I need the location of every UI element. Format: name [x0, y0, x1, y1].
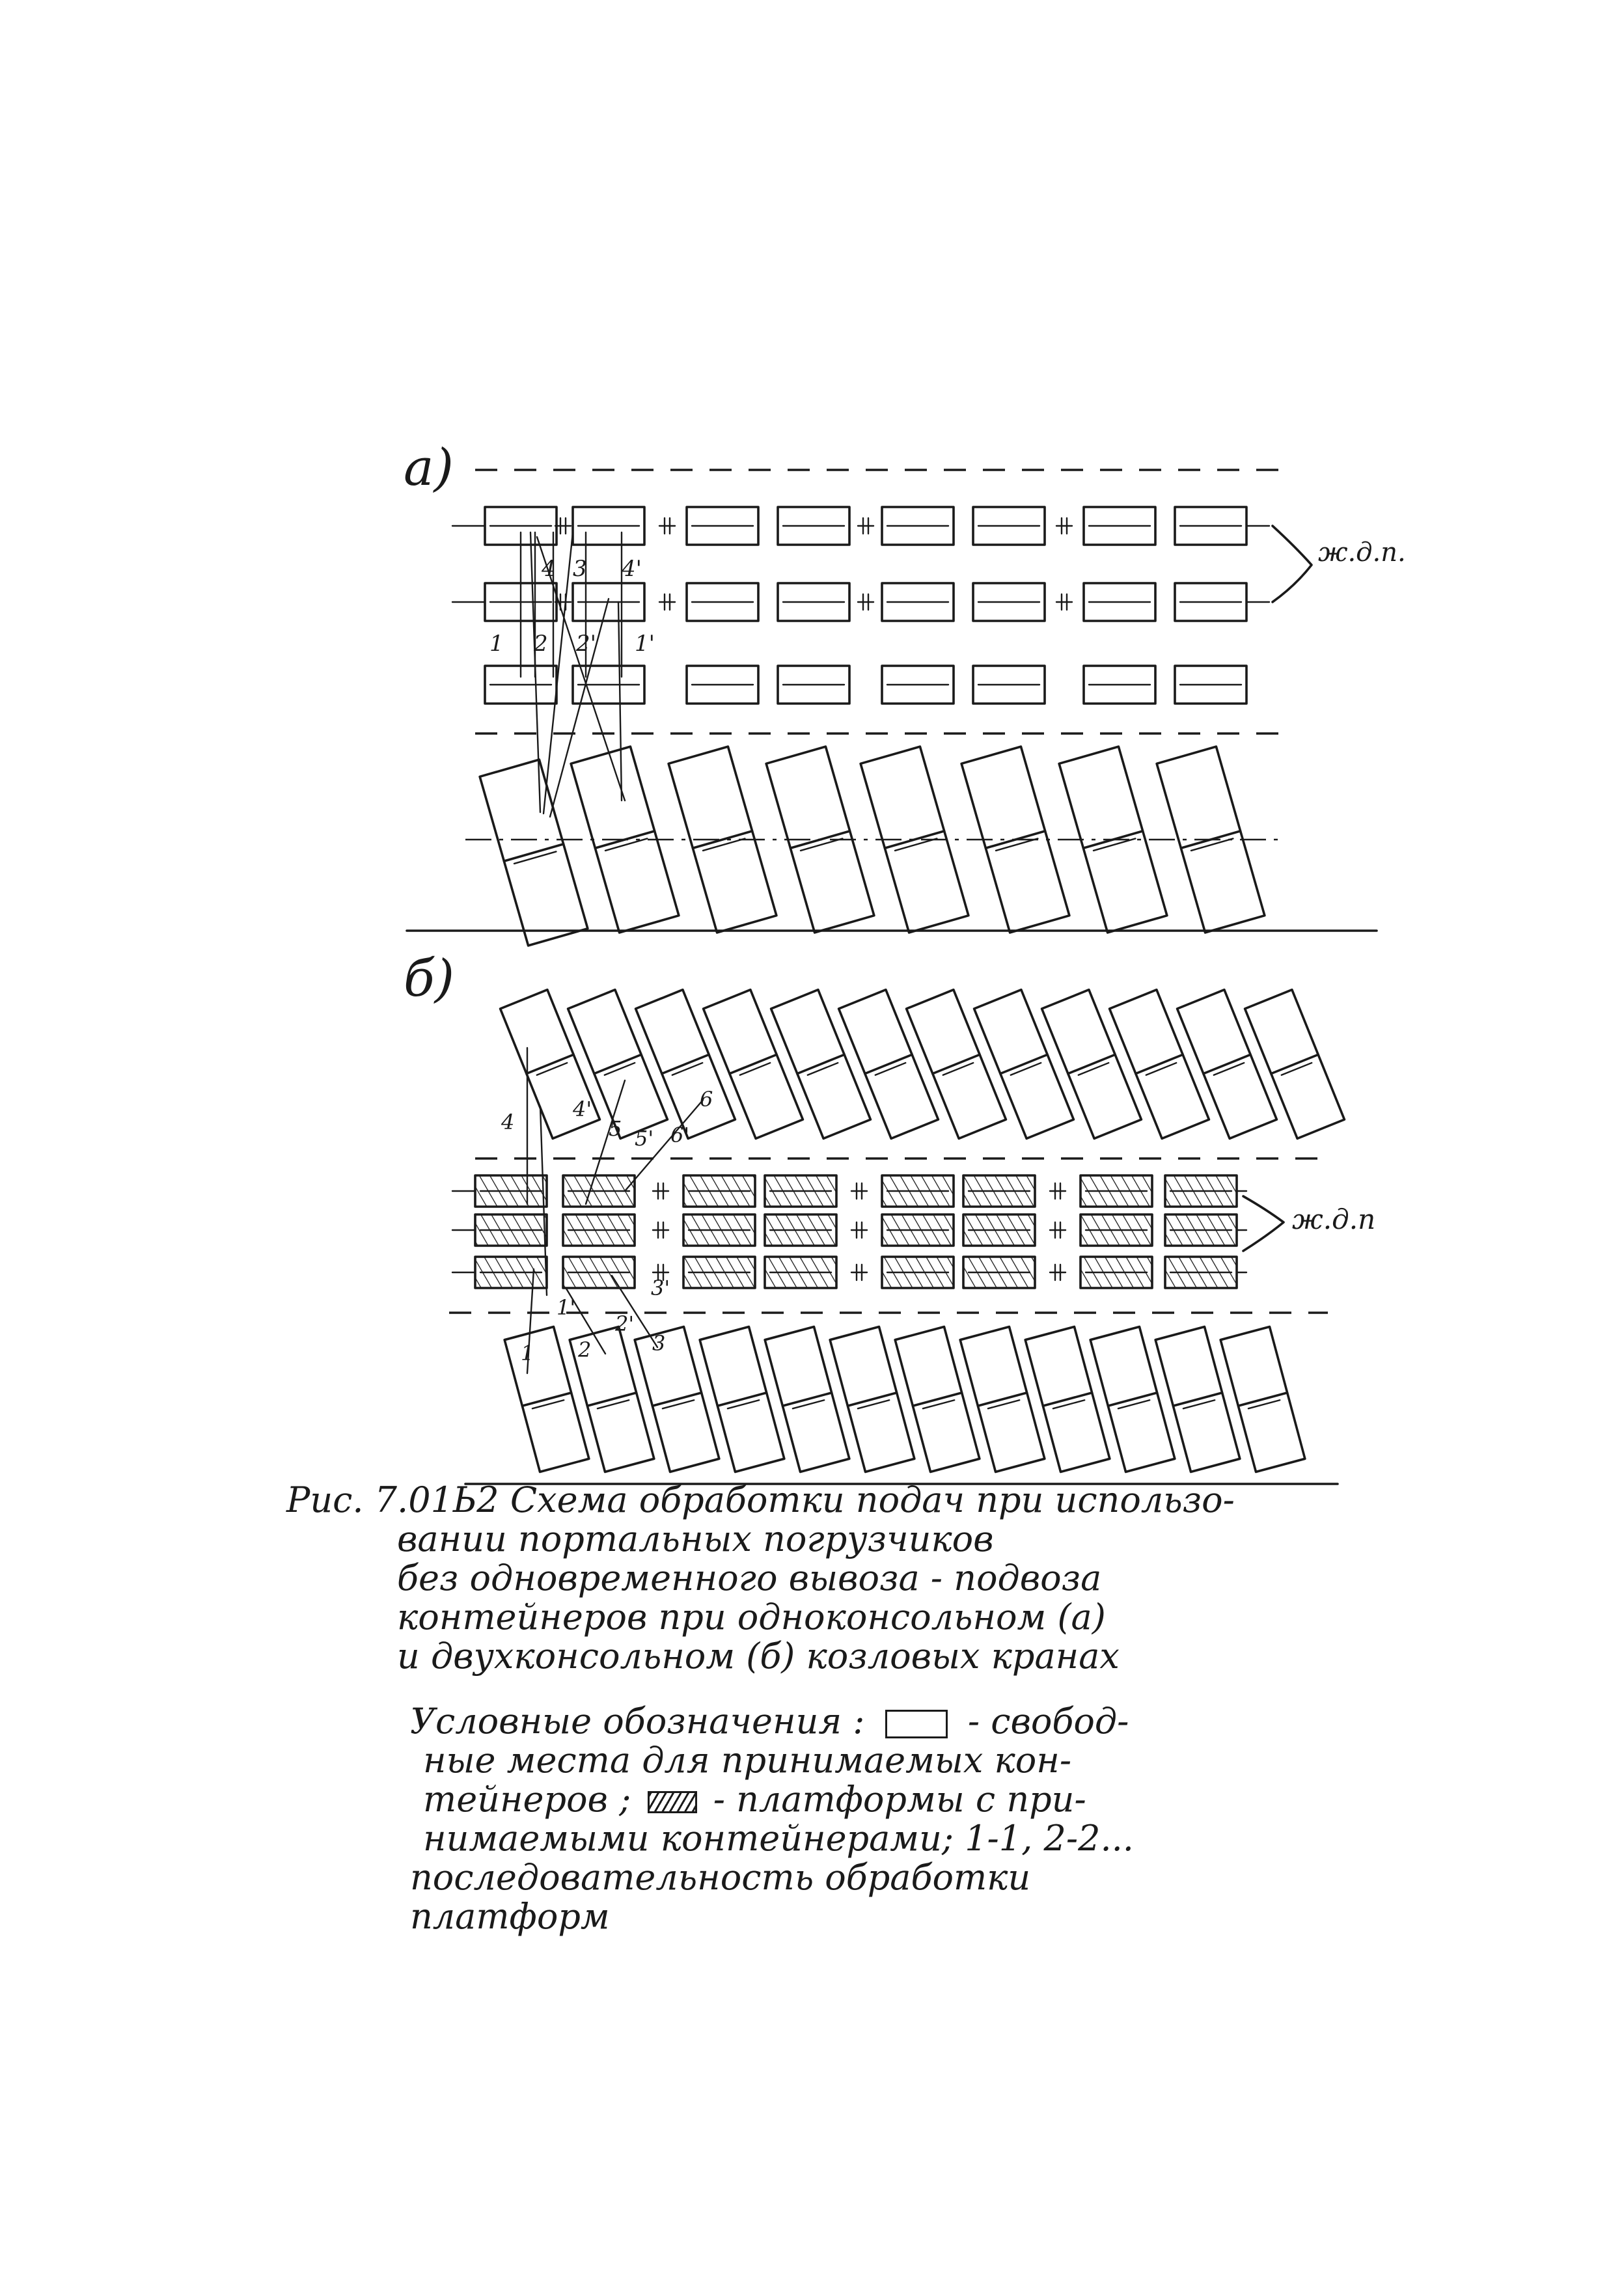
- panel-b-top-wagon-9-split-2: [1079, 1063, 1108, 1075]
- legend: [410, 1702, 1354, 1936]
- panel-b-bottom-wagon-12: [1220, 1326, 1305, 1472]
- panel-b-top-wagon-2-split-2: [605, 1063, 635, 1075]
- legend-free-place-swatch: [885, 1710, 948, 1738]
- panel-a-label: а): [404, 439, 454, 497]
- panel-b-row-1-platform-8: [1165, 1175, 1237, 1207]
- panel-b-top-wagon-9-split: [1068, 1054, 1115, 1073]
- panel-b-top-wagon-7-split-2: [943, 1063, 973, 1075]
- panel-a-row-1-platform-6: [973, 507, 1045, 545]
- panel-b-row-1-platform-1: [475, 1175, 547, 1207]
- svg-text:6': 6': [670, 1123, 690, 1147]
- panel-b-top-wagon-1-split: [527, 1054, 573, 1073]
- panel-b-row-2-platform-4: [765, 1214, 836, 1246]
- panel-a-track-label: ж.д.п.: [1318, 538, 1406, 568]
- caption-line-2: вании портальных погрузчиков: [397, 1518, 994, 1559]
- panel-b-bottom-wagon-9: [1025, 1326, 1110, 1472]
- panel-b-top-wagons: [501, 990, 1345, 1139]
- panel-a: [404, 439, 1406, 946]
- panel-a-row-1-platform-8: [1175, 507, 1246, 545]
- svg-text:2: 2: [578, 1337, 592, 1362]
- panel-b-bottom-wagon-3: [635, 1326, 719, 1472]
- panel-b-top-wagon-6: [839, 990, 939, 1139]
- svg-text:1': 1': [557, 1295, 576, 1320]
- svg-text:4': 4': [622, 556, 642, 582]
- legend-line-2: ные места для принимаемых кон-: [423, 1740, 1072, 1781]
- panel-a-row-2-platform-4: [778, 583, 849, 621]
- panel-b-row-2-coupler-c: [1050, 1222, 1066, 1238]
- figure-caption: [286, 1481, 1328, 1676]
- panel-b-row-1-platform-6: [963, 1175, 1035, 1207]
- panel-b-top-wagon-3: [636, 990, 736, 1139]
- legend-line-4: нимаемыми контейнерами; 1-1, 2-2...: [423, 1818, 1134, 1859]
- panel-a-row-2-platform-8: [1175, 583, 1246, 621]
- panel-b-top-wagon-4: [704, 990, 803, 1139]
- panel-b-row-2-platform-6: [963, 1214, 1035, 1246]
- panel-b-bottom-wagon-7: [895, 1326, 980, 1472]
- panel-b-row-1-platform-3: [683, 1175, 755, 1207]
- caption-line-3: без одновременного вывоза - подвоза: [397, 1557, 1102, 1598]
- legend-heading: Условные обозначения :: [410, 1701, 865, 1742]
- panel-b-top-wagon-12: [1245, 990, 1345, 1139]
- panel-b-row-2-coupler-a: [653, 1222, 668, 1238]
- panel-a-row-3-platform-5: [882, 666, 954, 704]
- panel-a-row-2-platform-2: [573, 583, 644, 621]
- panel-a-platform-rows: [452, 507, 1269, 704]
- panel-b-top-wagon-2-split: [594, 1054, 641, 1073]
- svg-text:2': 2': [576, 631, 596, 657]
- legend-line-6: платформ: [410, 1896, 610, 1937]
- panel-b-top-wagon-12-split: [1271, 1054, 1318, 1073]
- panel-b-label: б): [404, 950, 455, 1008]
- panel-b-row-1-platform-5: [882, 1175, 954, 1207]
- panel-b-row-3-coupler-b: [851, 1265, 867, 1280]
- svg-text:6: 6: [700, 1087, 713, 1112]
- panel-b-platform-rows: [452, 1175, 1246, 1288]
- panel-b-top-wagon-6-split-2: [875, 1063, 905, 1075]
- svg-text:3: 3: [573, 556, 587, 582]
- panel-b-row-2-platform-8: [1165, 1214, 1237, 1246]
- svg-text:2: 2: [534, 631, 548, 657]
- panel-b-row-1-coupler-a: [653, 1183, 668, 1199]
- panel-a-row-3-platform-8: [1175, 666, 1246, 704]
- panel-a-row-1-coupler-d: [1056, 518, 1072, 534]
- panel-b-top-wagon-3-split: [662, 1054, 709, 1073]
- panel-b-row-3-platform-6: [963, 1257, 1035, 1288]
- legend-line-5: последовательность обработки: [410, 1857, 1031, 1898]
- panel-b-row-3-platform-5: [882, 1257, 954, 1288]
- svg-text:2': 2': [615, 1311, 635, 1336]
- svg-text:5: 5: [609, 1116, 622, 1141]
- panel-b-top-wagon-12-split-2: [1282, 1063, 1312, 1075]
- panel-b-top-wagon-11-split: [1204, 1054, 1250, 1073]
- panel-b-top-wagon-4-split: [730, 1054, 777, 1073]
- panel-a-row-3-platform-6: [973, 666, 1045, 704]
- panel-b-top-wagon-8: [974, 990, 1074, 1139]
- panel-a-row-1-platform-3: [687, 507, 758, 545]
- panel-b-top-wagon-5: [771, 990, 871, 1139]
- panel-a-row-1-platform-5: [882, 507, 954, 545]
- panel-b-top-wagon-11-split-2: [1214, 1063, 1244, 1075]
- svg-text:4: 4: [501, 1110, 515, 1134]
- svg-text:3': 3': [651, 1276, 670, 1300]
- svg-text:5': 5': [635, 1126, 654, 1151]
- panel-b-top-wagon-4-split-2: [740, 1063, 770, 1075]
- panel-b-top-wagon-8-split-2: [1011, 1063, 1041, 1075]
- panel-b-bottom-wagons: [504, 1326, 1305, 1472]
- panel-b-top-wagon-10-split: [1136, 1054, 1183, 1073]
- panel-b-top-wagon-8-split: [1000, 1054, 1047, 1073]
- panel-b-row-3-coupler-c: [1050, 1265, 1066, 1280]
- panel-a-row-2-coupler-b: [659, 594, 675, 610]
- panel-a-row-1-platform-7: [1084, 507, 1155, 545]
- panel-a-row-1-platform-4: [778, 507, 849, 545]
- caption-line-1: Рис. 7.01Ь2 Схема обработки подач при использо-: [286, 1479, 1235, 1520]
- panel-b-top-wagon-10-split-2: [1146, 1063, 1176, 1075]
- panel-b-top-wagon-3-split-2: [672, 1063, 702, 1075]
- panel-a-row-2-platform-3: [687, 583, 758, 621]
- panel-a-row-2-platform-6: [973, 583, 1045, 621]
- panel-b-row-1-platform-4: [765, 1175, 836, 1207]
- panel-b: [404, 950, 1375, 1484]
- panel-b-row-3-platform-1: [475, 1257, 547, 1288]
- panel-a-row-2-coupler-c: [858, 594, 874, 610]
- panel-b-row-2-platform-1: [475, 1214, 547, 1246]
- panel-b-track-bracket: [1243, 1196, 1284, 1251]
- panel-b-top-wagon-11: [1177, 990, 1277, 1139]
- panel-b-top-wagon-5-split: [797, 1054, 844, 1073]
- panel-b-row-3-platform-8: [1165, 1257, 1237, 1288]
- panel-b-row-2-platform-3: [683, 1214, 755, 1246]
- svg-text:1: 1: [489, 631, 504, 657]
- svg-text:4': 4': [573, 1097, 592, 1121]
- panel-b-row-3-platform-2: [563, 1257, 635, 1288]
- panel-a-row-2-coupler-d: [1056, 594, 1072, 610]
- panel-b-top-wagon-7-split: [933, 1054, 980, 1073]
- panel-b-bottom-wagon-1: [504, 1326, 592, 1472]
- legend-platform-swatch: [648, 1791, 697, 1813]
- panel-b-track-label: ж.д.п: [1292, 1203, 1376, 1235]
- panel-b-bottom-wagon-10: [1090, 1326, 1175, 1472]
- panel-b-row-2-platform-5: [882, 1214, 954, 1246]
- panel-b-top-wagon-6-split: [865, 1054, 912, 1073]
- panel-b-top-wagon-1-split-2: [537, 1063, 567, 1075]
- panel-b-row-3-platform-3: [683, 1257, 755, 1288]
- panel-b-row-1-platform-2: [563, 1175, 635, 1207]
- legend-free-text: - свобод-: [967, 1701, 1129, 1742]
- svg-text:1: 1: [521, 1341, 534, 1365]
- panel-b-row-2-platform-2: [563, 1214, 635, 1246]
- svg-text:4: 4: [542, 556, 556, 582]
- panel-b-bottom-wagon-8: [960, 1326, 1045, 1472]
- panel-a-row-2-platform-7: [1084, 583, 1155, 621]
- panel-a-row-3-platform-3: [687, 666, 758, 704]
- panel-b-bottom-wagon-6: [830, 1326, 915, 1472]
- panel-b-row-2-coupler-b: [851, 1222, 867, 1238]
- legend-platform-text: - платформы с при-: [713, 1779, 1086, 1820]
- caption-line-5: и двухконсольном (б) козловых кранах: [397, 1636, 1120, 1677]
- panel-a-row-3-platform-4: [778, 666, 849, 704]
- panel-b-row-3-platform-7: [1080, 1257, 1152, 1288]
- panel-b-top-wagon-10: [1110, 990, 1209, 1139]
- panel-b-bottom-wagon-5: [765, 1326, 849, 1472]
- panel-b-top-wagon-7: [907, 990, 1006, 1139]
- panel-a-wagons: [480, 747, 1265, 946]
- panel-a-row-1-coupler-c: [858, 518, 874, 534]
- panel-b-row-1-coupler-c: [1050, 1183, 1066, 1199]
- panel-a-row-2-platform-5: [882, 583, 954, 621]
- panel-b-top-wagon-5-split-2: [808, 1063, 838, 1075]
- svg-text:1': 1': [635, 631, 655, 657]
- panel-a-row-3-platform-7: [1084, 666, 1155, 704]
- panel-b-top-wagon-9: [1042, 990, 1142, 1139]
- panel-b-bottom-wagon-11: [1155, 1326, 1240, 1472]
- panel-a-track-bracket: [1273, 526, 1312, 602]
- panel-b-row-1-platform-7: [1080, 1175, 1152, 1207]
- legend-line-3a: тейнеров ;: [423, 1779, 631, 1820]
- panel-a-wagon-1: [480, 760, 588, 946]
- panel-a-row-1-coupler-b: [659, 518, 675, 534]
- panel-b-row-2-platform-7: [1080, 1214, 1152, 1246]
- panel-a-row-3-platform-2: [573, 666, 644, 704]
- panel-b-row-1-coupler-b: [851, 1183, 867, 1199]
- panel-b-row-3-platform-4: [765, 1257, 836, 1288]
- svg-text:3: 3: [652, 1331, 666, 1356]
- panel-b-bottom-wagon-4: [700, 1326, 784, 1472]
- caption-line-4: контейнеров при одноконсольном (а): [397, 1597, 1106, 1638]
- panel-a-row-1-platform-2: [573, 507, 644, 545]
